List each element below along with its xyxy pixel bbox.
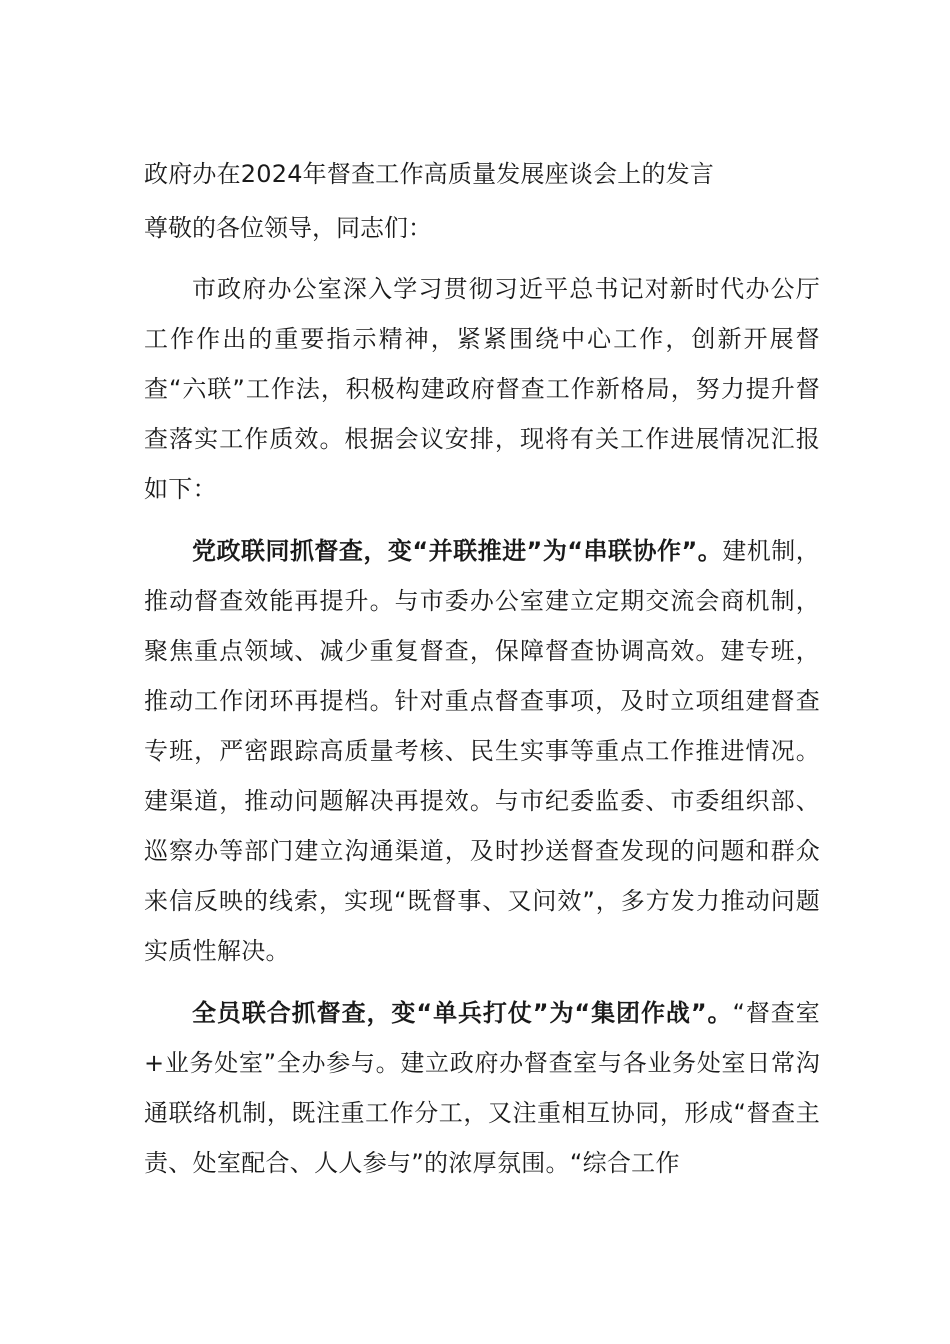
paragraph-heading: 党政联同抓督查，变“并联推进”为“串联协作”。 bbox=[192, 537, 723, 565]
salutation: 尊敬的各位领导，同志们： bbox=[144, 214, 432, 242]
paragraph-heading: 全员联合抓督查，变“单兵打仗”为“集团作战”。 bbox=[192, 999, 733, 1027]
document-title: 政府办在2024年督查工作高质量发展座谈会上的发言 bbox=[144, 160, 715, 188]
paragraph-text: 市政府办公室深入学习贯彻习近平总书记对新时代办公厅工作作出的重要指示精神，紧紧围绕中心工作，创新开展督查“六联”工作法，积极构建政府督查工作新格局，努力提升督查落实工作质效。根据会议安排，现将有关工作进展情况汇报如下： bbox=[144, 275, 820, 503]
paragraph-text: “督查室+业务处室”全办参与。建立政府办督查室与各业务处室日常沟通联络机制，既注重工作分工，又注重相互协同，形成“督查主责、处室配合、人人参与”的浓厚氛围。“综合工作 bbox=[144, 999, 820, 1177]
paragraph-all-staff bbox=[144, 988, 820, 1188]
document-body bbox=[144, 150, 820, 1200]
paragraph-party-government bbox=[144, 526, 820, 976]
paragraph-intro bbox=[144, 264, 820, 514]
paragraph-text: 建机制，推动督查效能再提升。与市委办公室建立定期交流会商机制，聚焦重点领域、减少重复督查，保障督查协调高效。建专班，推动工作闭环再提档。针对重点督查事项，及时立项组建督查专班，严密跟踪高质量考核、民生实事等重点工作推进情况。建渠道，推动问题解决再提效。与市纪委监委、市委组织部、巡察办等部门建立沟通渠道，及时抄送督查发现的问题和群众来信反映的线索，实现“既督事、又问效”，多方发力推动问题实质性解决。 bbox=[144, 537, 821, 965]
